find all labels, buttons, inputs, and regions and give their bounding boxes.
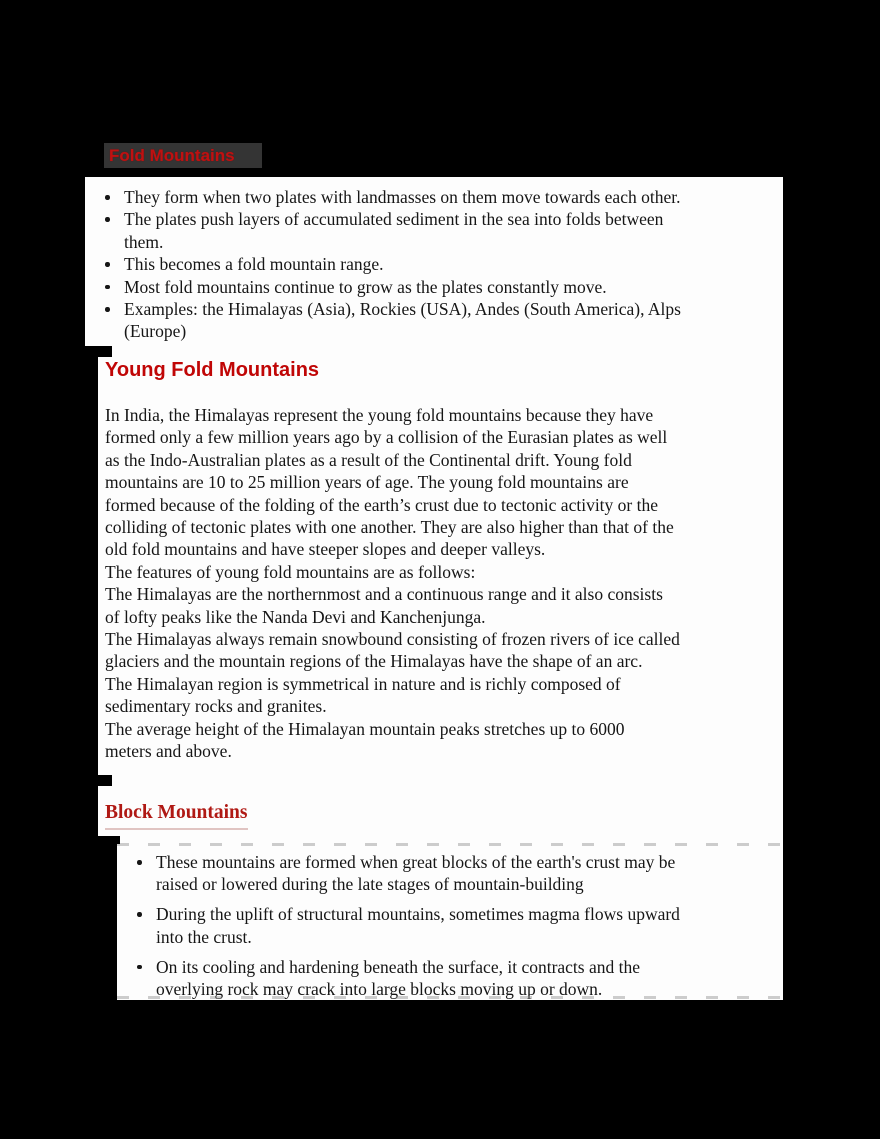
text-line: Most fold mountains continue to grow as the plates constantly move. (124, 276, 607, 297)
bullet-icon (105, 217, 110, 222)
text-line: On its cooling and hardening beneath the surface, it contracts and the (156, 956, 641, 977)
bullet-icon (105, 262, 110, 267)
text-line: The Himalayas are the northernmost and a continuous range and it also consists (105, 584, 663, 605)
young-fold-mountains-heading: Young Fold Mountains (105, 359, 320, 381)
text-line: as the Indo-Australian plates as a result of the Continental drift. Young fold (105, 449, 632, 470)
text-line: overlying rock may crack into large blocks moving up or down. (156, 979, 603, 1000)
fold-mountains-bullet-list (105, 186, 681, 343)
bullet-icon (137, 912, 142, 917)
text-line: glaciers and the mountain regions of the Himalayas have the shape of an arc. (105, 651, 643, 672)
text-line: them. (124, 231, 164, 252)
bullet-icon (105, 285, 110, 290)
block-mountains-section (117, 841, 783, 1000)
bullet-icon (137, 965, 142, 970)
seam-notch (85, 346, 112, 357)
bullet-icon (105, 307, 110, 312)
text-line: raised or lowered during the late stages of mountain-building (156, 874, 584, 895)
text-line: meters and above. (105, 741, 232, 762)
block-mountains-bullet-list (137, 851, 680, 1008)
text-line: old fold mountains and have steeper slopes and deeper valleys. (105, 539, 546, 560)
list-item (105, 298, 681, 343)
young-fold-mountains-section (98, 346, 783, 841)
fold-mountains-title-box (104, 143, 262, 168)
young-fold-mountains-paragraph (105, 404, 680, 763)
fold-mountains-section (85, 177, 783, 346)
bullet-icon (137, 860, 142, 865)
text-line: The Himalayas always remain snowbound consisting of frozen rivers of ice called (105, 629, 680, 650)
text-line: They form when two plates with landmasses on them move towards each other. (124, 187, 681, 207)
text-line: Examples: the Himalayas (Asia), Rockies (USA), Andes (South America), Alps (124, 299, 681, 320)
text-line: The Himalayan region is symmetrical in nature and is richly composed of (105, 673, 621, 694)
cut-text-artifact-bottom (117, 996, 783, 999)
text-line: formed only a few million years ago by a collision of the Eurasian plates as well (105, 427, 668, 448)
bullet-icon (105, 195, 110, 200)
seam-notch (95, 836, 120, 844)
fold-mountains-title-text: Fold Mountains (109, 145, 235, 165)
list-item (137, 956, 680, 1001)
list-item (105, 186, 681, 208)
text-line: These mountains are formed when great blocks of the earth's crust may be (156, 852, 676, 872)
text-line: of lofty peaks like the Nanda Devi and Kanchenjunga. (105, 606, 486, 627)
cut-text-artifact-top (117, 843, 783, 846)
text-line: The plates push layers of accumulated sediment in the sea into folds between (124, 209, 664, 230)
text-line: The average height of the Himalayan mountain peaks stretches up to 6000 (105, 718, 625, 739)
text-line: sedimentary rocks and granites. (105, 696, 327, 717)
text-line: mountains are 10 to 25 million years of age. The young fold mountains are (105, 472, 629, 493)
text-line: formed because of the folding of the earth’s crust due to tectonic activity or the (105, 494, 659, 515)
text-line: In India, the Himalayas represent the young fold mountains because they have (105, 405, 654, 425)
text-line: into the crust. (156, 926, 252, 947)
list-item (137, 851, 680, 896)
block-mountains-heading: Block Mountains (105, 802, 248, 830)
list-item (105, 276, 681, 298)
text-line: The features of young fold mountains are as follows: (105, 561, 476, 582)
list-item (105, 253, 681, 275)
seam-notch (95, 775, 112, 786)
list-item (105, 208, 681, 253)
text-line: (Europe) (124, 321, 187, 342)
text-line: This becomes a fold mountain range. (124, 254, 384, 275)
text-line: colliding of tectonic plates with one another. They are also higher than that of the (105, 517, 674, 538)
text-line: During the uplift of structural mountains, sometimes magma flows upward (156, 904, 680, 925)
list-item (137, 903, 680, 948)
